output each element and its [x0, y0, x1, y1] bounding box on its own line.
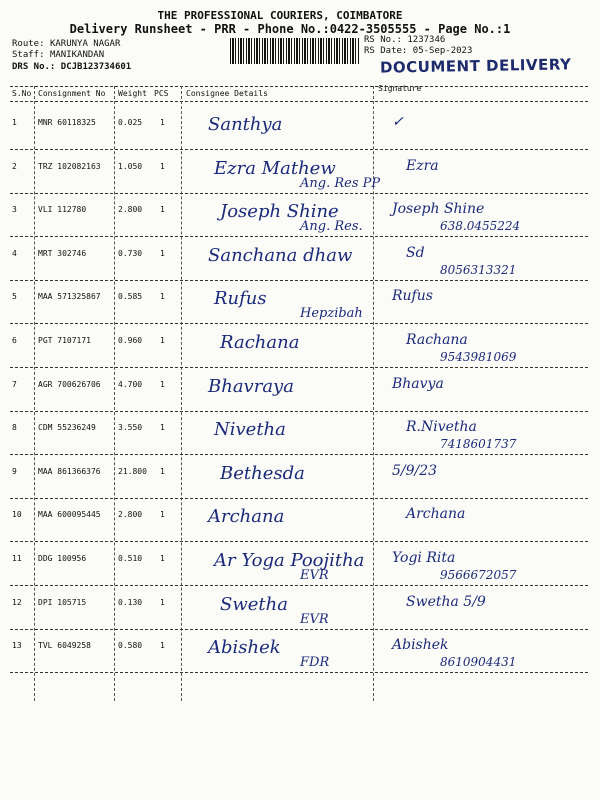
row-divider — [10, 454, 588, 455]
row-pcs: 1 — [160, 641, 165, 651]
row-consignee-name: Ar Yoga Poojitha — [214, 550, 365, 571]
row-consignment-no: DDG 100956 — [38, 554, 87, 563]
row-weight: 0.580 — [118, 641, 143, 651]
rs-date-value: 05-Sep-2023 — [412, 46, 473, 56]
row-signature: ✓ — [392, 114, 404, 130]
row-divider — [10, 498, 588, 499]
row-consignee-name: Swetha — [220, 593, 288, 615]
row-consignee-name: Abishek — [208, 637, 281, 659]
row-consignee-note: Ang. Res PP — [300, 175, 381, 191]
row-consignee-note: EVR — [300, 568, 329, 583]
header-top-rule — [10, 86, 588, 87]
row-pcs: 1 — [160, 248, 165, 258]
row-divider — [10, 193, 588, 194]
row-signature: Yogi Rita — [392, 550, 456, 566]
document-delivery-stamp: DOCUMENT DELIVERY — [379, 55, 572, 77]
row-consignment-no: AGR 700626706 — [38, 379, 101, 389]
row-consignee-name: Rufus — [214, 288, 267, 310]
row-phone-number: 9543981069 — [440, 350, 517, 364]
row-signature: Joseph Shine — [392, 201, 485, 218]
row-weight: 0.130 — [118, 597, 143, 607]
row-pcs: 1 — [160, 118, 165, 127]
row-consignment-no: TVL 6049258 — [38, 641, 91, 651]
row-signature: Ezra — [406, 157, 439, 174]
row-phone-number: 7418601737 — [440, 437, 517, 452]
staff-value: MANIKANDAN — [49, 50, 105, 60]
row-pcs: 1 — [160, 379, 165, 389]
row-signature: Archana — [406, 506, 466, 523]
row-pcs: 1 — [160, 554, 165, 563]
row-weight: 0.025 — [118, 118, 143, 127]
row-sno: 8 — [12, 423, 17, 433]
row-consignee-note: Ang. Res. — [300, 219, 363, 235]
row-sno: 3 — [12, 205, 17, 215]
col-header-pcs: PCS — [154, 89, 169, 98]
row-pcs: 1 — [160, 466, 165, 476]
col-header-weight: Weight — [118, 89, 147, 98]
row-divider — [10, 672, 588, 673]
row-signature: Abishek — [392, 637, 449, 654]
col-header-sno: S.No — [12, 89, 32, 98]
row-divider — [10, 280, 588, 281]
row-signature: Swetha 5/9 — [406, 593, 486, 610]
col-header-consignee: Consignee Details — [186, 89, 268, 98]
row-sno: 11 — [12, 554, 22, 563]
row-divider — [10, 323, 588, 324]
row-sno: 2 — [12, 161, 17, 171]
row-signature: R.Nivetha — [406, 419, 477, 436]
row-divider — [10, 367, 588, 368]
row-consignee-name: Sanchana dhaw — [208, 244, 353, 266]
col-divider — [114, 86, 115, 701]
row-signature: Rufus — [392, 288, 433, 305]
row-divider — [10, 541, 588, 542]
row-consignment-no: MAA 571325867 — [38, 292, 101, 302]
row-consignee-name: Ezra Mathew — [214, 157, 336, 179]
row-consignee-name: Santhya — [208, 114, 283, 135]
row-sno: 1 — [12, 118, 17, 127]
barcode — [230, 38, 360, 64]
row-sno: 9 — [12, 466, 17, 476]
row-weight: 21.800 — [118, 466, 147, 476]
row-weight: 0.585 — [118, 292, 143, 302]
col-divider — [181, 86, 182, 701]
row-consignment-no: MAA 600095445 — [38, 510, 101, 520]
row-consignee-note: FDR — [300, 655, 330, 671]
row-consignee-name: Joseph Shine — [220, 201, 339, 223]
row-pcs: 1 — [160, 597, 165, 607]
row-weight: 2.800 — [118, 205, 143, 215]
header-bottom-rule — [10, 101, 588, 102]
row-consignee-name: Rachana — [220, 332, 300, 353]
row-divider — [10, 585, 588, 586]
row-consignee-name: Bhavraya — [208, 375, 294, 397]
row-divider — [10, 411, 588, 412]
drs-value: DCJB123734601 — [60, 62, 132, 72]
row-pcs: 1 — [160, 510, 165, 520]
row-consignment-no: MAA 861366376 — [38, 466, 101, 476]
row-signature: 5/9/23 — [392, 462, 438, 479]
row-weight: 1.050 — [118, 161, 143, 171]
row-consignment-no: CDM 55236249 — [38, 423, 96, 433]
row-phone-number: 8056313321 — [440, 262, 517, 277]
row-phone-number: 638.0455224 — [440, 219, 521, 234]
row-sno: 7 — [12, 379, 17, 389]
rs-no-value: 1237346 — [407, 35, 446, 45]
row-weight: 0.730 — [118, 248, 143, 258]
route-line: Route: KARUNYA NAGAR — [12, 39, 121, 49]
row-divider — [10, 629, 588, 630]
row-signature: Sd — [406, 244, 425, 261]
row-consignment-no: MRT 302746 — [38, 248, 87, 258]
row-phone-number: 8610904431 — [440, 655, 517, 670]
rs-date-line: RS Date: 05-Sep-2023 — [364, 46, 473, 56]
row-divider — [10, 236, 588, 237]
row-divider — [10, 149, 588, 150]
row-weight: 0.960 — [118, 336, 143, 345]
row-consignment-no: PGT 7107171 — [38, 336, 91, 345]
row-sno: 12 — [12, 597, 22, 607]
row-consignment-no: DPI 105715 — [38, 597, 87, 607]
row-consignment-no: VLI 112780 — [38, 205, 87, 215]
col-divider — [34, 86, 35, 701]
row-signature: Rachana — [406, 332, 468, 348]
row-pcs: 1 — [160, 161, 165, 171]
row-consignee-note: Hepzibah — [300, 306, 363, 322]
row-consignee-name: Archana — [208, 506, 285, 528]
row-consignee-name: Nivetha — [214, 419, 286, 441]
row-phone-number: 9566672057 — [440, 568, 517, 582]
row-sno: 6 — [12, 336, 17, 345]
row-consignment-no: MNR 60118325 — [38, 118, 96, 127]
row-weight: 2.800 — [118, 510, 143, 520]
company-title: THE PROFESSIONAL COURIERS, COIMBATORE — [157, 9, 403, 22]
row-consignee-note: EVR — [300, 611, 329, 627]
runsheet-subtitle: Delivery Runsheet - PRR - Phone No.:0422-3505555 - Page No.:1 — [69, 22, 511, 36]
row-pcs: 1 — [160, 336, 165, 345]
row-pcs: 1 — [160, 292, 165, 302]
drs-line: DRS No.: DCJB123734601 — [12, 62, 132, 72]
row-weight: 0.510 — [118, 554, 143, 563]
row-sno: 10 — [12, 510, 22, 520]
row-sno: 13 — [12, 641, 22, 651]
row-consignee-name: Bethesda — [220, 462, 305, 484]
row-weight: 4.700 — [118, 379, 143, 389]
staff-line: Staff: MANIKANDAN — [12, 50, 105, 60]
row-signature: Bhavya — [392, 375, 444, 392]
col-header-consignment: Consignment No — [38, 89, 106, 98]
row-pcs: 1 — [160, 205, 165, 215]
row-consignment-no: TRZ 102082163 — [38, 161, 101, 171]
row-weight: 3.550 — [118, 423, 143, 433]
route-value: KARUNYA NAGAR — [49, 39, 121, 49]
row-sno: 4 — [12, 248, 17, 258]
rs-no-line: RS No.: 1237346 — [364, 35, 446, 45]
col-header-signature: Signature — [378, 84, 422, 93]
row-pcs: 1 — [160, 423, 165, 433]
row-sno: 5 — [12, 292, 17, 302]
